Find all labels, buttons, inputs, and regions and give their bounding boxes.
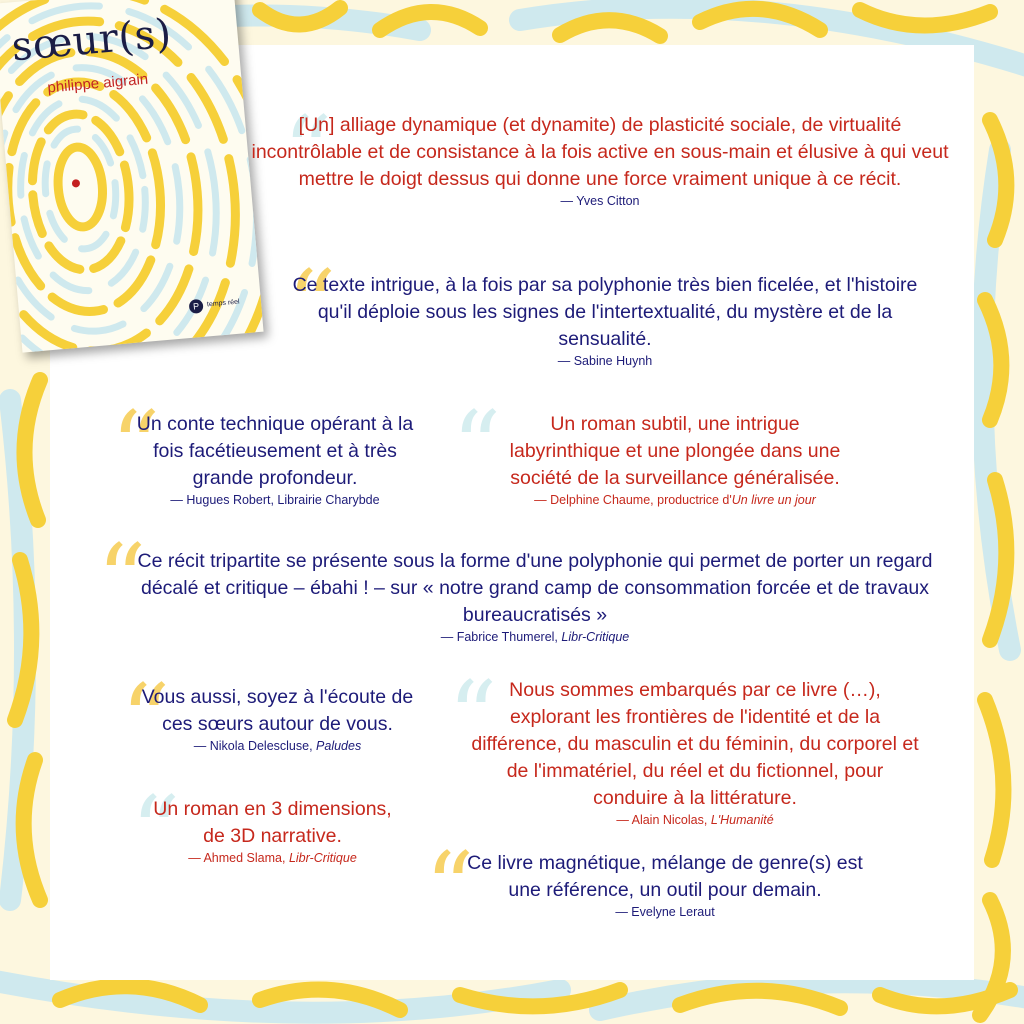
- quote-nicolas: [448, 661, 940, 828]
- quote-huynh: [285, 250, 925, 369]
- quote-mark-icon: “: [283, 96, 333, 208]
- quote-mark-icon: “: [111, 391, 161, 503]
- quote-attribution: — Delphine Chaume, productrice d'Un livre un jour: [534, 493, 816, 507]
- quote-mark-icon: “: [121, 664, 171, 776]
- quote-mark-icon: “: [425, 832, 475, 944]
- quote-text: [Un] alliage dynamique (et dynamite) de plasticité sociale, de virtualité incontrôlable et de consistance à la fois active en sous-main et élusive à qui veut mettre le doigt dessus qui donne une force vraiment unique à ce récit.: [251, 114, 949, 190]
- quote-leraut: [425, 832, 905, 944]
- quote-mark-icon: “: [452, 391, 502, 503]
- book-cover: [0, 0, 264, 353]
- quote-text: Ce texte intrigue, à la fois par sa polyphonie très bien ficelée, et l'histoire qu'il déploie sous les signes de l'intertextualité, du mystère et de la sensualité.: [292, 274, 918, 350]
- quote-attribution: — Nikola Delescluse, Paludes: [193, 739, 362, 753]
- publisher-logo-icon: P: [189, 299, 204, 314]
- quote-attribution: — Ahmed Slama, Libr-Critique: [188, 851, 357, 865]
- quote-attribution: — Alain Nicolas, L'Humanité: [616, 813, 774, 827]
- quote-thumerel: [97, 524, 955, 645]
- quote-text: Un roman en 3 dimensions, de 3D narrative.: [153, 798, 392, 847]
- quote-mark-icon: “: [131, 776, 181, 888]
- quote-text: Ce livre magnétique, mélange de genre(s) est une référence, un outil pour demain.: [467, 852, 863, 901]
- quote-robert: [111, 391, 425, 508]
- quote-mark-icon: “: [287, 250, 337, 362]
- quote-attribution: — Hugues Robert, Librairie Charybde: [170, 493, 380, 507]
- quote-text: Un conte technique opérant à la fois facétieusement et à très grande profondeur.: [136, 413, 414, 489]
- quote-mark-icon: “: [448, 661, 498, 773]
- quote-mark-icon: “: [97, 524, 147, 636]
- quote-attribution: — Evelyne Leraut: [615, 905, 715, 919]
- quote-text: Vous aussi, soyez à l'écoute de ces sœurs autour de vous.: [141, 686, 414, 735]
- quote-attribution: — Yves Citton: [560, 194, 640, 208]
- quote-attribution: — Fabrice Thumerel, Libr-Critique: [440, 630, 630, 644]
- quote-text: Ce récit tripartite se présente sous la forme d'une polyphonie qui permet de porter un regard décalé et critique – ébahi ! – sur « notre grand camp de consommation forcée et de travaux bureaucratisés »: [137, 550, 933, 626]
- quote-text: Nous sommes embarqués par ce livre (…), explorant les frontières de l'identité et de la différence, du masculin et du féminin, du corporel et de l'immatériel, du réel et du fictionnel, pour conduire à la littérature.: [471, 679, 919, 809]
- quote-text: Un roman subtil, une intrigue labyrinthique et une plongée dans une société de la surveillance généralisée.: [509, 413, 841, 489]
- publisher-name: temps réel: [206, 298, 240, 309]
- quote-slama: [125, 776, 420, 888]
- book-author: philippe aigrain: [46, 70, 149, 97]
- quote-chaume: [452, 391, 890, 508]
- quote-attribution: — Sabine Huynh: [557, 354, 653, 368]
- quote-citton: [245, 96, 955, 209]
- quote-delescluse: [121, 664, 430, 776]
- book-title: sœur(s): [9, 10, 174, 71]
